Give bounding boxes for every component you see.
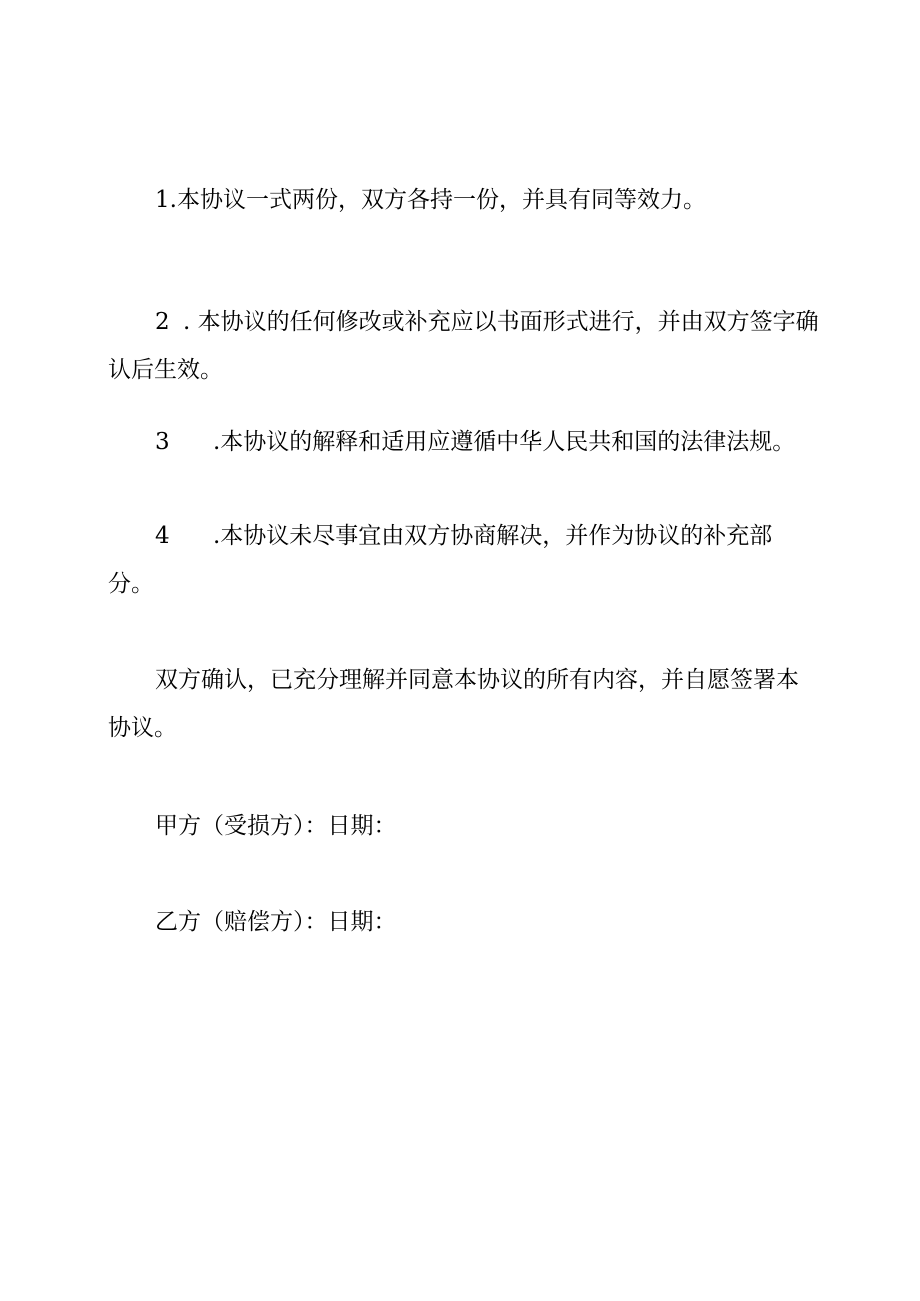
clause-2-text-1: . 本协议的任何修改或补充应以书面形式进行，并由双方签字确 [183, 309, 819, 335]
clause-3-text: .本协议的解释和适用应遵循中华人民共和国的法律法规。 [213, 429, 796, 455]
confirmation-paragraph [108, 656, 812, 752]
clause-4-line-1 [108, 512, 812, 560]
party-a-signature-line: 甲方（受损方）：日期： [155, 813, 397, 839]
clause-4-text-1: .本协议未尽事宜由双方协商解决，并作为协议的补充部 [213, 523, 773, 549]
clause-3 [108, 418, 859, 466]
clause-3-number: 3 [155, 429, 170, 455]
clause-2-number: 2 [155, 309, 170, 335]
clause-2 [108, 298, 819, 394]
confirmation-line-2: 协议。 [108, 715, 177, 741]
clause-4 [108, 512, 812, 608]
party-b-signature-line: 乙方（赔偿方）：日期： [155, 909, 397, 935]
clause-2-line-1 [108, 298, 819, 346]
clause-1-text: 本协议一式两份，双方各持一份，并具有同等效力。 [176, 187, 706, 213]
clause-2-line-2: 认后生效。 [108, 357, 223, 383]
clause-1 [108, 176, 859, 224]
confirmation-line-1: 双方确认，已充分理解并同意本协议的所有内容，并自愿签署本 [155, 667, 799, 693]
clause-4-number: 4 [155, 523, 170, 549]
clause-4-line-2: 分。 [108, 571, 154, 597]
clause-1-number: 1. [155, 187, 177, 213]
